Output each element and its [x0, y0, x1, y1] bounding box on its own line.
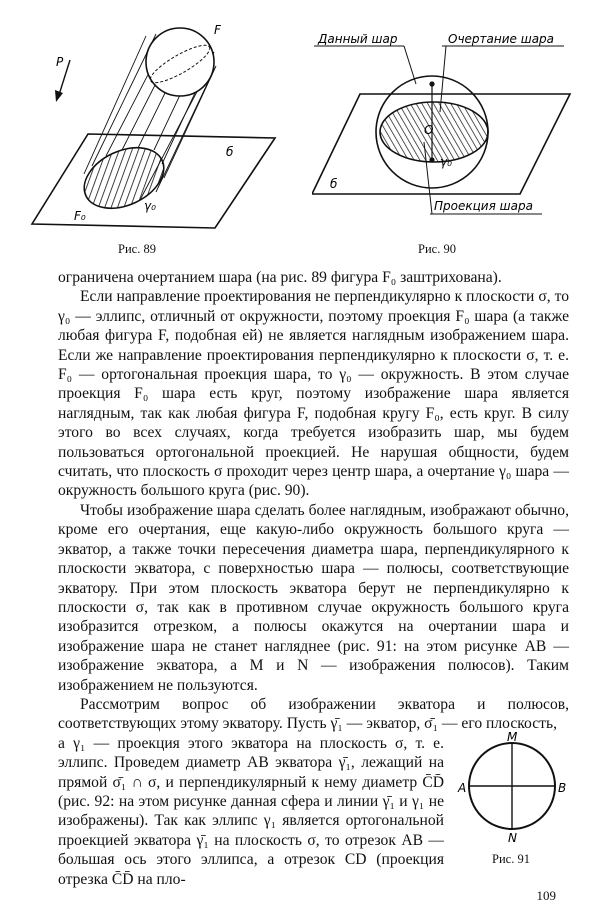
sphere-F: [146, 28, 214, 96]
label-P: P: [56, 55, 64, 69]
label-projection: Проекция шара: [434, 199, 533, 213]
label-M: M: [507, 732, 518, 744]
paragraph: а γ₁ — проекция этого экватора на плоскость σ, т. е. эллипс. Проведем диаметр AB экватора γ̄₁, лежащий на прямой σ̄₁ ∩ σ, и перпендикулярный к нему диаметр C̄D̄ (рис. 92: на этом рисунке данная сфера и линии γ̄₁ и γ₁ не изображены). Так как эллипс γ₁ является ортогональной проекцией экватора γ̄₁ на плоскость σ, то отрезок AB — большая ось этого эллипса, а отрезок CD (проекция отрезка C̄D̄ на пло-: [58, 734, 444, 888]
paragraph: Рассмотрим вопрос об изображении экватора и полюсов, соответствующих этому экватору. Пусть γ̄₁ — экватор, σ̄₁ — его плоскость,: [58, 695, 569, 733]
figure-89-caption: Рис. 89: [118, 242, 156, 256]
label-sigma: б: [330, 177, 338, 191]
figure-90-caption: Рис. 90: [418, 242, 456, 256]
label-A: A: [458, 781, 467, 795]
paragraph: Чтобы изображение шара сделать более наглядным, изображают обычно, кроме его очертания, еще какую-либо окружность большого круга — экватор, а также точки пересечения диаметра шара, перпендикулярного к плоскости экватора, с поверхностью шара — полюсы, соответствующие экватору. При этом плоскость экватора берут не перпендикулярно к плоскости σ, так как в противном случае окружность большого круга изобразится отрезком, а полюсы окажутся на очертании шара и изображение шара не станет нагляднее (рис. 91: на этом рисунке AB — изображение экватора, а M и N — изображения полюсов). Таким изображением не пользуются.: [58, 501, 569, 694]
page-number: 109: [536, 888, 556, 903]
projection-ellipse: [380, 102, 488, 162]
label-sigma: б: [226, 145, 234, 159]
figure-91: [454, 732, 574, 846]
paragraph: ограничена очертанием шара (на рис. 89 фигура F₀ заштрихована).: [58, 269, 502, 286]
label-outline: Очертание шара: [448, 32, 555, 46]
label-O: O: [424, 123, 434, 137]
figure-89: [30, 14, 285, 242]
figure-91-caption: Рис. 91: [492, 852, 530, 866]
label-gamma0: γ₀: [144, 199, 156, 213]
label-N: N: [508, 831, 517, 845]
label-F0: F₀: [74, 209, 86, 223]
label-gamma0: γ₀: [440, 155, 452, 169]
figure-90: [312, 24, 574, 240]
label-given-sphere: Данный шар: [318, 32, 398, 46]
ellipse-gamma0: [75, 136, 174, 220]
label-B: B: [558, 781, 567, 795]
paragraph: Если направление проектирования не перпендикулярно к плоскости σ, то γ₀ — эллипс, отличный от окружности, поэтому проекция F₀ шара (а также любая фигура F, подобная ей) не является наглядным изображением шара. Если же направление проектирования перпендикулярно к плоскости σ, т. е. F₀ — ортогональная проекция шара, то γ₀ — окружность. В этом случае проекция F₀ шара есть круг, поэтому изображение шара является наглядным, так как любая фигура F, подобная кругу F₀, есть круг. В силу этого во всех случаях, когда требуется изобразить шар, мы будем пользоваться ортогональной проекцией. Не нарушая общности, будем считать, что плоскость σ проходит через центр шара, а очертание γ₀ шара — окружность большого круга (рис. 90).: [58, 288, 569, 500]
label-F: F: [214, 23, 221, 37]
